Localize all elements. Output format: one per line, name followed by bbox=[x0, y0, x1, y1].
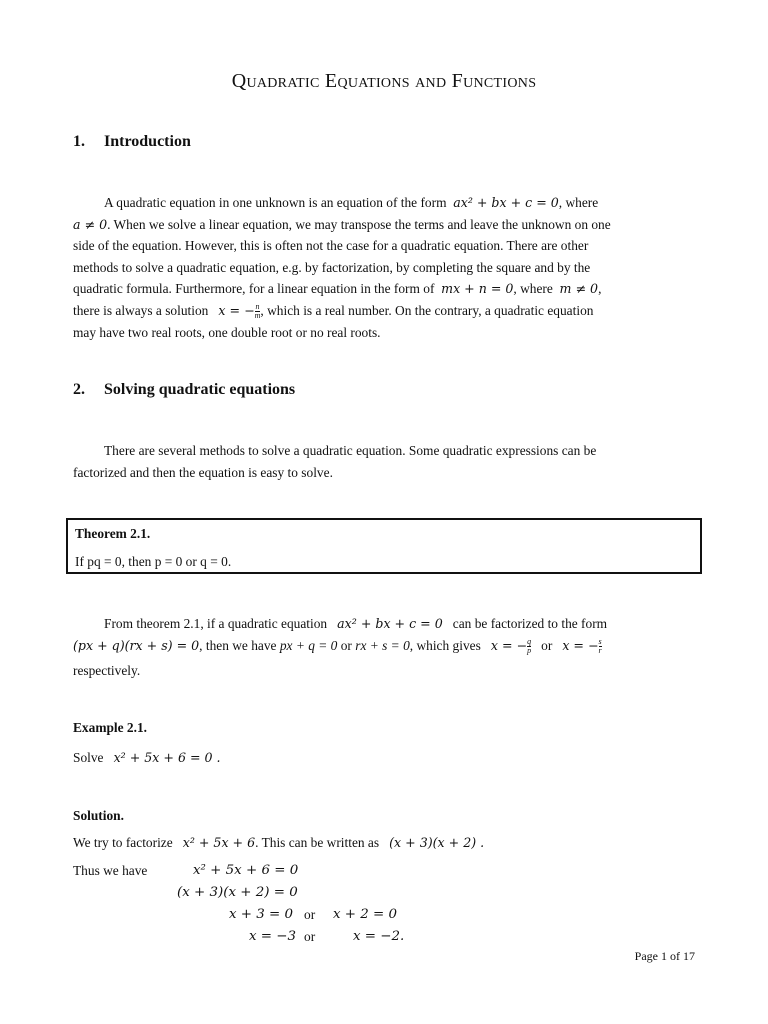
text: , bbox=[598, 281, 602, 297]
text: or bbox=[541, 637, 553, 653]
solution-step-4-or: or bbox=[304, 929, 316, 944]
denominator: p bbox=[527, 646, 532, 656]
text: A quadratic equation in one unknown is an equation of the form bbox=[104, 195, 447, 210]
text: . This can be written as bbox=[255, 835, 380, 850]
denominator: r bbox=[598, 646, 602, 656]
equation: a ≠ 0 bbox=[73, 216, 108, 232]
text: Solve bbox=[73, 750, 104, 765]
theorem-box bbox=[66, 518, 702, 574]
section-number: 1. bbox=[73, 133, 85, 150]
text: side of the equation. However, this is often not the case for a quadratic equation. There are other bbox=[73, 238, 589, 254]
fraction bbox=[599, 638, 602, 655]
equation: x = − bbox=[562, 637, 599, 653]
section-heading-introduction bbox=[73, 133, 191, 151]
theorem-title: Theorem 2.1. bbox=[75, 526, 151, 541]
text: , where bbox=[558, 195, 599, 210]
text: factorized and then the equation is easy to solve. bbox=[73, 464, 333, 480]
equation: rx + s = 0 bbox=[355, 637, 410, 653]
text: We try to factorize bbox=[73, 835, 173, 850]
text: , then we have bbox=[199, 637, 277, 653]
solution-line-1 bbox=[73, 835, 484, 851]
solution-step-4a: x = −3 bbox=[249, 929, 297, 944]
equation: mx + n = 0 bbox=[441, 281, 514, 297]
fraction bbox=[527, 638, 531, 655]
page-number: Page 1 of 17 bbox=[634, 949, 695, 963]
text: can be factorized to the form bbox=[452, 616, 608, 631]
equation: (px + q)(rx + s) = 0 bbox=[73, 637, 200, 653]
text: quadratic formula. Furthermore, for a linear equation in the form of bbox=[73, 281, 435, 297]
text: , which is a real number. On the contrary, a quadratic equation bbox=[260, 302, 594, 318]
text: respectively. bbox=[73, 663, 141, 679]
example-prompt bbox=[73, 750, 221, 766]
text: methods to solve a quadratic equation, e.g. by factorization, by completing the square and by the bbox=[73, 259, 591, 275]
section-number: 2. bbox=[73, 381, 85, 398]
section-heading-solving bbox=[73, 381, 295, 399]
equation: x = − bbox=[490, 637, 528, 653]
solution-step-3-or: or bbox=[304, 907, 316, 922]
solution-step-3a: x + 3 = 0 bbox=[229, 907, 294, 922]
equation: px + q = 0 bbox=[279, 637, 338, 653]
equation: ax² + bx + c = 0 bbox=[337, 616, 443, 631]
section-title: Solving quadratic equations bbox=[104, 381, 296, 398]
text: may have two real roots, one double root or no real roots. bbox=[73, 324, 381, 340]
solution-step-4b: x = −2. bbox=[353, 929, 405, 944]
equation: x² + 5x + 6 = 0 . bbox=[113, 750, 221, 765]
section-title: Introduction bbox=[104, 133, 191, 150]
equation: ax² + bx + c = 0 bbox=[453, 195, 559, 210]
text: there is always a solution bbox=[73, 302, 209, 318]
equation: x² + 5x + 6 bbox=[182, 835, 256, 850]
text: , where bbox=[513, 281, 553, 297]
equation: m ≠ 0 bbox=[559, 281, 599, 297]
solution-title: Solution. bbox=[73, 808, 124, 823]
solution-step-1: x² + 5x + 6 = 0 bbox=[193, 863, 299, 878]
numerator: q bbox=[527, 637, 532, 647]
numerator: s bbox=[598, 637, 602, 647]
theorem-body: If pq = 0, then p = 0 or q = 0. bbox=[75, 554, 232, 569]
section2-paragraph bbox=[73, 440, 695, 483]
text: There are several methods to solve a quadratic equation. Some quadratic expressions can be bbox=[104, 443, 597, 458]
text: , which gives bbox=[409, 637, 481, 653]
intro-paragraph bbox=[73, 192, 695, 343]
equation: (x + 3)(x + 2) . bbox=[389, 835, 485, 850]
text: . When we solve a linear equation, we may transpose the terms and leave the unknown on one bbox=[107, 216, 611, 232]
equation: x = − bbox=[218, 302, 255, 318]
theorem-application-paragraph bbox=[73, 613, 695, 682]
denominator: m bbox=[254, 311, 261, 321]
solution-step-2: (x + 3)(x + 2) = 0 bbox=[177, 885, 298, 900]
numerator: n bbox=[255, 302, 260, 312]
example-title: Example 2.1. bbox=[73, 720, 148, 735]
text: or bbox=[340, 637, 352, 653]
page-title: Quadratic Equations and Functions bbox=[231, 70, 537, 92]
text: From theorem 2.1, if a quadratic equation bbox=[104, 616, 328, 631]
solution-line-2: Thus we have bbox=[73, 863, 148, 878]
solution-step-3b: x + 2 = 0 bbox=[333, 907, 398, 922]
